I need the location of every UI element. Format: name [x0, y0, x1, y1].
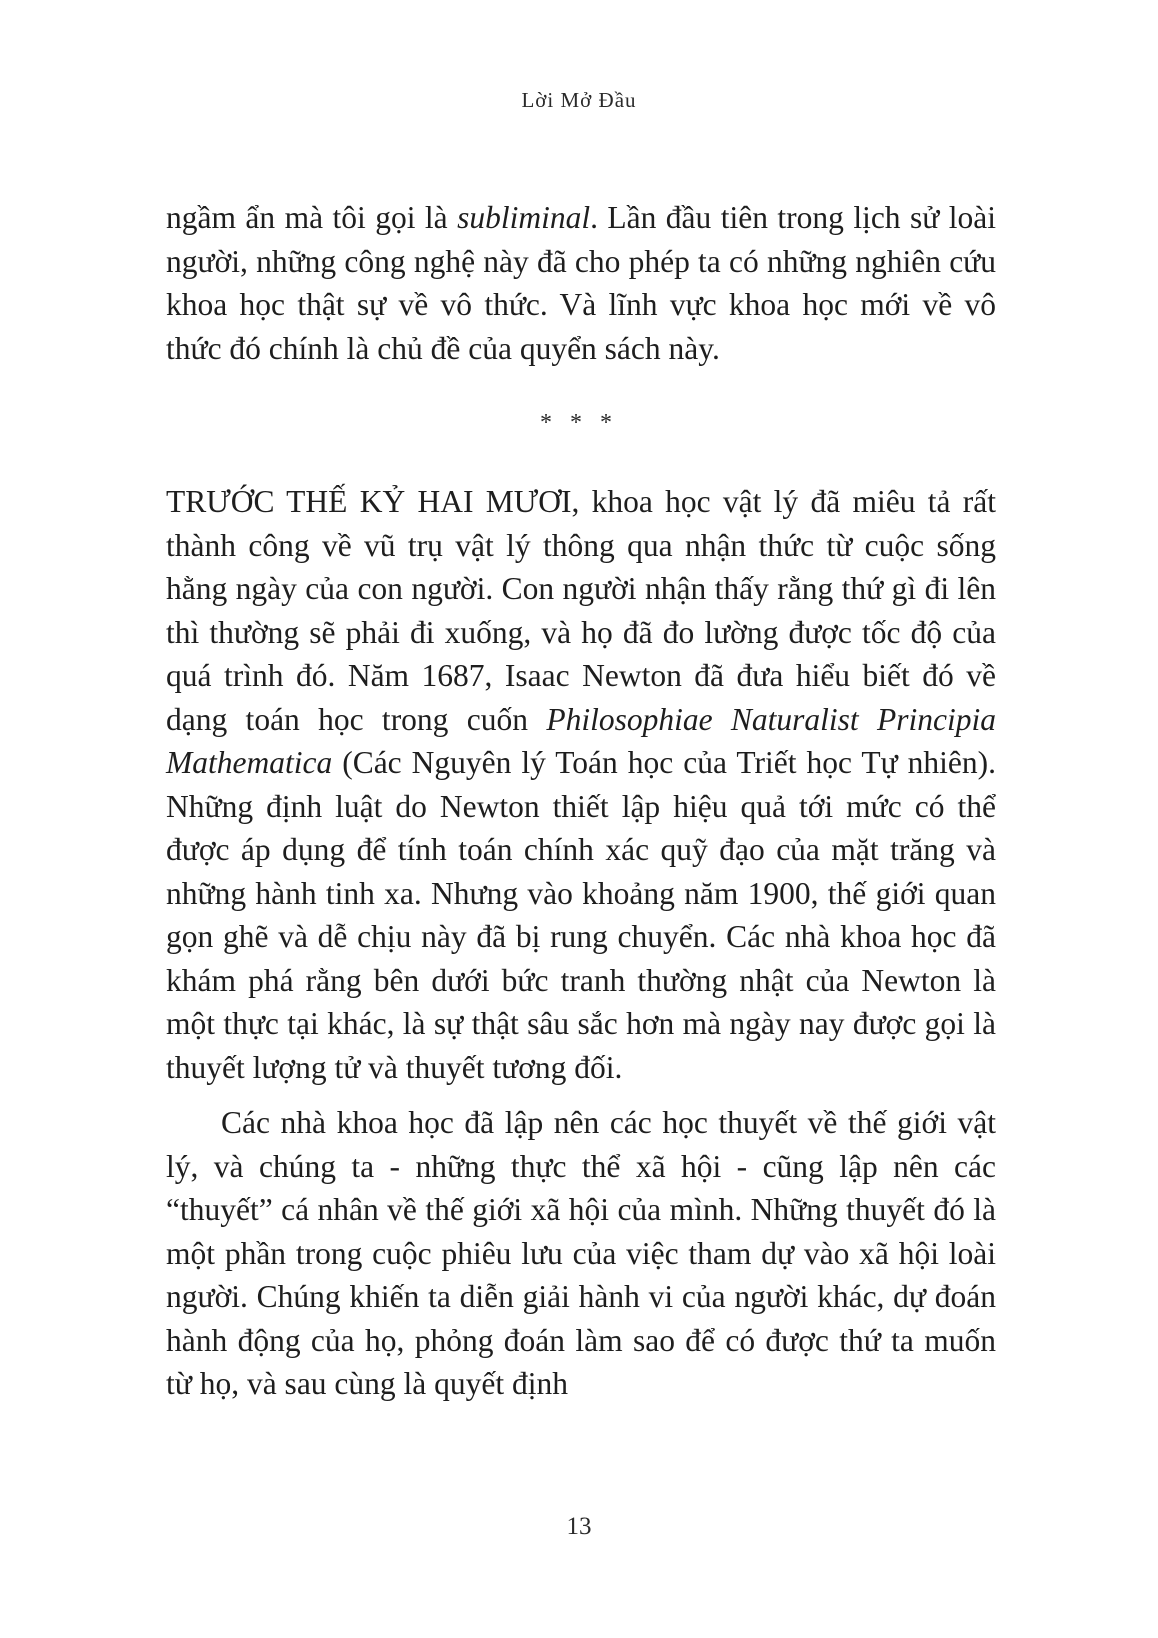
- paragraph-text: ngầm ẩn mà tôi gọi là: [166, 200, 458, 235]
- body-text-section-2: [166, 480, 996, 1406]
- body-text-section-1: [166, 196, 996, 370]
- paragraph-text: TRƯỚC THẾ KỶ HAI MƯƠI, khoa học vật lý đã miêu tả rất thành công về vũ trụ vật lý thông qua nhận thức từ cuộc sống hằng ngày của con người. Con người nhận thấy rằng thứ gì đi lên thì thường sẽ phải đi xuống, và họ đã đo lường được tốc độ của quá trình đó. Năm 1687, Isaac Newton đã đưa hiểu biết đó về dạng toán học trong cuốn: [166, 484, 996, 737]
- section-separator: * * *: [540, 410, 618, 436]
- italic-term: subliminal: [457, 200, 591, 235]
- paragraph: Các nhà khoa học đã lập nên các học thuyết về thế giới vật lý, và chúng ta - những thực thể xã hội - cũng lập nên các “thuyết” cá nhân về thế giới xã hội của mình. Những thuyết đó là một phần trong cuộc phiêu lưu của việc tham dự vào xã hội loài người. Chúng khiến ta diễn giải hành vi của người khác, dự đoán hành động của họ, phỏng đoán làm sao để có được thứ ta muốn từ họ, và sau cùng là quyết định: [166, 1105, 996, 1401]
- paragraph-text: (Các Nguyên lý Toán học của Triết học Tự nhiên). Những định luật do Newton thiết lập hiệu quả tới mức có thể được áp dụng để tính toán chính xác quỹ đạo của mặt trăng và những hành tinh xa. Nhưng vào khoảng năm 1900, thế giới quan gọn ghẽ và dễ chịu này đã bị rung chuyển. Các nhà khoa học đã khám phá rằng bên dưới bức tranh thường nhật của Newton là một thực tại khác, là sự thật sâu sắc hơn mà ngày nay được gọi là thuyết lượng tử và thuyết tương đối.: [166, 745, 996, 1085]
- page-number: 13: [566, 1513, 592, 1540]
- running-header: Lời Mở Đầu: [521, 88, 637, 112]
- paragraph: [166, 196, 996, 370]
- paragraph-text: . Lần đầu tiên trong lịch sử loài người, những công nghệ này đã cho phép ta có những nghiên cứu khoa học thật sự về vô thức. Và lĩnh vực khoa học mới về vô thức đó chính là chủ đề của quyển sách này.: [166, 200, 996, 366]
- paragraph: [166, 480, 996, 1089]
- italic-book-title: Philosophiae Naturalist Principia Mathematica: [166, 701, 996, 780]
